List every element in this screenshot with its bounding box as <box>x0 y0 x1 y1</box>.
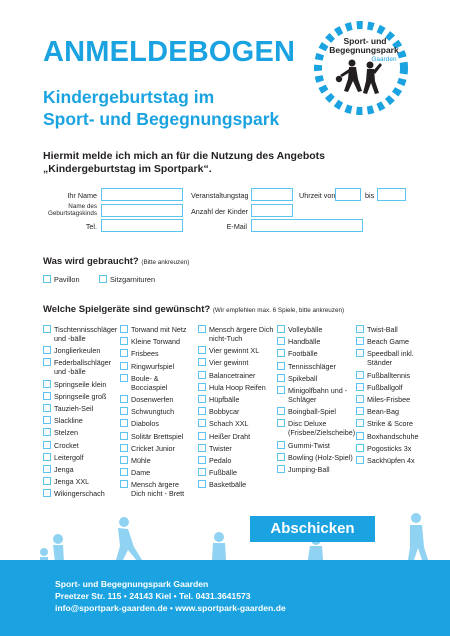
equipment-item[interactable] <box>198 395 274 404</box>
equipment-label: Schwungtuch <box>131 407 175 417</box>
checkbox[interactable] <box>198 456 206 464</box>
equipment-label: Vier gewinnt <box>209 358 249 368</box>
equipment-label: Minigolfbahn und -Schläger <box>288 385 348 404</box>
equipment-item[interactable] <box>198 346 274 355</box>
equipment-label: Bean-Bag <box>367 407 399 417</box>
equipment-item[interactable] <box>277 362 355 371</box>
page-subtitle: Kindergeburtstag im Sport- und Begegnungspark <box>43 87 280 129</box>
intro-text: Hiermit melde ich mich an für die Nutzung des Angebots „Kindergeburtstag im Sportpark“. <box>43 150 325 175</box>
equipment-label: Strike & Score <box>367 419 413 429</box>
email-label: E-Mail <box>226 222 247 231</box>
equipment-item[interactable] <box>277 386 355 404</box>
checkbox[interactable] <box>277 386 285 394</box>
checkbox[interactable] <box>277 453 285 461</box>
equipment-label: Fußballtennis <box>367 370 411 380</box>
equipment-item[interactable] <box>356 407 426 416</box>
equipment-label: Torwand mit Netz <box>131 325 187 334</box>
equipment-item[interactable] <box>198 407 274 416</box>
equipment-item[interactable] <box>43 489 117 498</box>
checkbox[interactable] <box>198 407 206 415</box>
time-to-field[interactable] <box>377 188 406 201</box>
equipment-label: Jonglierkeulen <box>54 346 101 356</box>
checkbox[interactable] <box>120 480 128 488</box>
equipment-item[interactable] <box>120 468 194 477</box>
equipment-label: Vier gewinnt XL <box>209 346 260 356</box>
equipment-label: Jenga <box>54 464 74 474</box>
checkbox[interactable] <box>43 416 51 424</box>
equipment-label: Kleine Torwand <box>131 337 181 347</box>
equipment-item[interactable] <box>43 358 117 376</box>
checkbox[interactable] <box>356 371 364 379</box>
checkbox[interactable] <box>120 468 128 476</box>
time-to-label: bis <box>365 191 375 200</box>
checkbox[interactable] <box>120 374 128 382</box>
equipment-item[interactable] <box>198 480 274 489</box>
equipment-item[interactable] <box>198 371 274 380</box>
equipment-label: Twister <box>209 443 232 453</box>
checkbox[interactable] <box>198 371 206 379</box>
equipment-item[interactable] <box>198 419 274 428</box>
checkbox[interactable] <box>99 275 107 283</box>
equipment-label: Mensch ärgere Dich nicht-Tuch <box>209 325 274 343</box>
date-label: Veranstaltungstag <box>191 191 249 200</box>
checkbox[interactable] <box>120 337 128 345</box>
equipment-item[interactable] <box>356 419 426 428</box>
checkbox[interactable] <box>356 349 364 357</box>
child-name-label: Name des Geburtstagskinds <box>47 203 97 217</box>
equipment-label: Dosenwerfen <box>131 394 174 404</box>
child-count-label: Anzahl der Kinder <box>191 207 249 216</box>
equipment-item[interactable] <box>198 468 274 477</box>
equipment-item[interactable] <box>277 453 355 462</box>
equipment-item[interactable] <box>198 383 274 392</box>
name-field[interactable] <box>101 188 183 201</box>
equipment-label: Balancetrainer <box>209 370 256 380</box>
equipment-label: Fußbälle <box>209 468 237 478</box>
equipment-label: Bobbycar <box>209 407 240 417</box>
checkbox[interactable] <box>43 465 51 473</box>
equipment-label: Springseile groß <box>54 391 107 401</box>
equipment-label: Pogosticks 3x <box>367 443 412 453</box>
checkbox[interactable] <box>43 325 51 333</box>
checkbox[interactable] <box>277 419 285 427</box>
equipment-label: Wikingerschach <box>54 489 105 499</box>
equipment-item[interactable] <box>198 444 274 453</box>
checkbox[interactable] <box>198 468 206 476</box>
equipment-label: Federballschläger und -bälle <box>54 358 112 377</box>
name-label: Ihr Name <box>67 191 97 200</box>
checkbox[interactable] <box>120 395 128 403</box>
checkbox[interactable] <box>120 325 128 333</box>
checkbox[interactable] <box>277 465 285 473</box>
checkbox[interactable] <box>120 349 128 357</box>
checkbox[interactable] <box>356 383 364 391</box>
checkbox[interactable] <box>120 362 128 370</box>
equipment-item[interactable] <box>120 432 194 441</box>
checkbox[interactable] <box>277 441 285 449</box>
checkbox[interactable] <box>43 453 51 461</box>
equipment-item[interactable] <box>120 362 194 371</box>
equipment-label: Boule- & Bocciaspiel <box>131 373 168 392</box>
equipment-item[interactable] <box>356 456 426 465</box>
logo-line2: Begegnungspark <box>329 45 399 55</box>
equipment-item[interactable] <box>120 444 194 453</box>
checkbox[interactable] <box>198 346 206 354</box>
equipment-item[interactable] <box>277 465 355 474</box>
equipment-label: Footbälle <box>288 349 318 359</box>
equipment-label: Beach Game <box>367 337 409 347</box>
equipment-label: Sackhüpfen 4x <box>367 455 415 465</box>
checkbox[interactable] <box>43 358 51 366</box>
equipment-label: Slackline <box>54 416 83 426</box>
equipment-label: Twist-Ball <box>367 325 398 334</box>
equipment-label: Handbälle <box>288 337 321 347</box>
equipment-item[interactable] <box>356 349 426 367</box>
footer-contact: Sport- und Begegnungspark Gaarden Preetzer Str. 115 • 24143 Kiel • Tel. 0431.3641573 info@sportpark-gaarden.de • www.sportpark-gaarden.de <box>55 579 286 613</box>
equipment-label: Boxhandschuhe <box>367 431 419 441</box>
equipment-column-5 <box>356 325 426 468</box>
equipment-item[interactable] <box>120 419 194 428</box>
equipment-item[interactable] <box>43 404 117 413</box>
checkbox[interactable] <box>277 337 285 345</box>
checkbox[interactable] <box>198 358 206 366</box>
equipment-item[interactable] <box>120 456 194 465</box>
checkbox[interactable] <box>356 395 364 403</box>
equipment-item[interactable] <box>356 371 426 380</box>
equipment-label: Crocket <box>54 440 79 450</box>
checkbox[interactable] <box>356 419 364 427</box>
equipment-item[interactable] <box>43 441 117 450</box>
equipment-column-1 <box>43 325 117 501</box>
checkbox[interactable] <box>120 456 128 464</box>
checkbox[interactable] <box>356 456 364 464</box>
equipment-item[interactable] <box>198 325 274 343</box>
equipment-section-title: Welche Spielgeräte sind gewünscht? (Wir empfehlen max. 6 Spiele, bitte ankreuzen) <box>43 304 345 315</box>
equipment-label: Fußballgolf <box>367 382 403 392</box>
equipment-label: Hula Hoop Reifen <box>209 382 266 392</box>
equipment-item[interactable] <box>120 480 194 498</box>
equipment-item[interactable] <box>198 432 274 441</box>
checkbox[interactable] <box>43 489 51 497</box>
equipment-item[interactable] <box>43 465 117 474</box>
time-from-label: Uhrzeit von <box>299 191 336 200</box>
equipment-label: Springseile klein <box>54 379 107 389</box>
checkbox[interactable] <box>277 349 285 357</box>
equipment-label: Disc Deluxe (Frisbee/Zielscheibe) <box>288 419 356 438</box>
logo-line1: Sport- und <box>343 36 387 46</box>
email-field[interactable] <box>251 219 363 232</box>
equipment-item[interactable] <box>43 453 117 462</box>
equipment-item[interactable] <box>356 325 426 334</box>
checkbox[interactable] <box>198 419 206 427</box>
equipment-label: Jumping-Ball <box>288 464 330 474</box>
checkbox[interactable] <box>43 346 51 354</box>
checkbox[interactable] <box>120 444 128 452</box>
checkbox[interactable] <box>356 444 364 452</box>
equipment-item[interactable] <box>277 407 355 416</box>
equipment-label: Ringwurfspiel <box>131 361 175 371</box>
equipment-item[interactable] <box>43 428 117 437</box>
equipment-label: Heißer Draht <box>209 431 251 441</box>
equipment-item[interactable] <box>198 456 274 465</box>
equipment-label: Frisbees <box>131 349 159 359</box>
checkbox[interactable] <box>120 407 128 415</box>
equipment-item[interactable] <box>356 444 426 453</box>
equipment-column-4 <box>277 325 355 477</box>
checkbox[interactable] <box>120 419 128 427</box>
checkbox[interactable] <box>277 325 285 333</box>
checkbox[interactable] <box>43 441 51 449</box>
equipment-label: Stelzen <box>54 428 78 438</box>
equipment-label: Mensch ärgere Dich nicht - Brett <box>131 480 185 499</box>
checkbox[interactable] <box>277 374 285 382</box>
equipment-item[interactable] <box>43 416 117 425</box>
checkbox[interactable] <box>356 407 364 415</box>
equipment-item[interactable] <box>120 325 194 334</box>
equipment-label: Speedball inkl. Ständer <box>367 349 414 368</box>
checkbox[interactable] <box>277 407 285 415</box>
equipment-label: Basketbälle <box>209 480 247 490</box>
needed-section-title: Was wird gebraucht? (Bitte ankreuzen) <box>43 256 190 267</box>
equipment-label: Leitergolf <box>54 452 84 462</box>
checkbox[interactable] <box>356 325 364 333</box>
equipment-label: Tauzieh-Seil <box>54 403 94 413</box>
sportpark-logo <box>312 19 410 117</box>
equipment-item[interactable] <box>120 337 194 346</box>
checkbox[interactable] <box>198 325 206 333</box>
equipment-label: Pedalo <box>209 455 232 465</box>
equipment-label: Mühle <box>131 455 151 465</box>
equipment-label: Boingball-Spiel <box>288 407 336 417</box>
time-from-field[interactable] <box>335 188 361 201</box>
equipment-label: Gummi-Twist <box>288 440 330 450</box>
equipment-label: Tischtennisschläger und -bälle <box>54 325 118 343</box>
equipment-label: Dame <box>131 468 151 478</box>
checkbox[interactable] <box>198 383 206 391</box>
equipment-item[interactable] <box>120 395 194 404</box>
equipment-label: Volleybälle <box>288 325 323 334</box>
checkbox[interactable] <box>43 380 51 388</box>
equipment-label: Cricket Junior <box>131 443 175 453</box>
checkbox[interactable] <box>43 275 51 283</box>
child-name-field[interactable] <box>101 204 183 217</box>
equipment-label: Tennisschläger <box>288 361 336 371</box>
date-field[interactable] <box>251 188 293 201</box>
equipment-item[interactable] <box>277 337 355 346</box>
equipment-label: Jenga XXL <box>54 477 90 487</box>
equipment-label: Solitär Brettspiel <box>131 431 184 441</box>
submit-button[interactable]: Abschicken <box>250 516 375 542</box>
checkbox[interactable] <box>43 392 51 400</box>
checkbox[interactable] <box>43 404 51 412</box>
equipment-item[interactable] <box>277 349 355 358</box>
equipment-item[interactable] <box>277 441 355 450</box>
option-pavillon[interactable]: Pavillon <box>43 275 80 284</box>
equipment-item[interactable] <box>356 395 426 404</box>
equipment-item[interactable] <box>277 325 355 334</box>
checkbox[interactable] <box>356 432 364 440</box>
checkbox[interactable] <box>120 432 128 440</box>
equipment-label: Miles-Frisbee <box>367 394 411 404</box>
logo-line3: Gaarden <box>371 56 397 63</box>
equipment-label: Schach XXL <box>209 419 249 429</box>
checkbox[interactable] <box>198 444 206 452</box>
equipment-label: Bowling (Holz-Spiel) <box>288 452 353 462</box>
equipment-item[interactable] <box>277 374 355 383</box>
equipment-item[interactable] <box>43 346 117 355</box>
checkbox[interactable] <box>43 428 51 436</box>
equipment-column-2 <box>120 325 194 501</box>
page-title: ANMELDEBOGEN <box>43 36 296 68</box>
equipment-item[interactable] <box>356 432 426 441</box>
checkbox[interactable] <box>198 480 206 488</box>
option-sitzgarnituren[interactable]: Sitzgarnituren <box>99 275 155 284</box>
equipment-item[interactable] <box>120 349 194 358</box>
equipment-label: Diabolos <box>131 419 159 429</box>
equipment-item[interactable] <box>277 419 355 437</box>
checkbox[interactable] <box>198 432 206 440</box>
checkbox[interactable] <box>277 362 285 370</box>
equipment-item[interactable] <box>43 477 117 486</box>
equipment-item[interactable] <box>43 325 117 343</box>
child-count-field[interactable] <box>251 204 293 217</box>
equipment-label: Spikeball <box>288 373 318 383</box>
tel-field[interactable] <box>101 219 183 232</box>
equipment-item[interactable] <box>120 407 194 416</box>
checkbox[interactable] <box>43 477 51 485</box>
equipment-item[interactable] <box>43 380 117 389</box>
equipment-item[interactable] <box>120 374 194 392</box>
equipment-label: Hüpfbälle <box>209 394 240 404</box>
equipment-item[interactable] <box>356 383 426 392</box>
equipment-column-3 <box>198 325 274 492</box>
equipment-item[interactable] <box>198 358 274 367</box>
equipment-item[interactable] <box>43 392 117 401</box>
equipment-item[interactable] <box>356 337 426 346</box>
checkbox[interactable] <box>198 395 206 403</box>
tel-label: Tel. <box>85 222 97 231</box>
checkbox[interactable] <box>356 337 364 345</box>
